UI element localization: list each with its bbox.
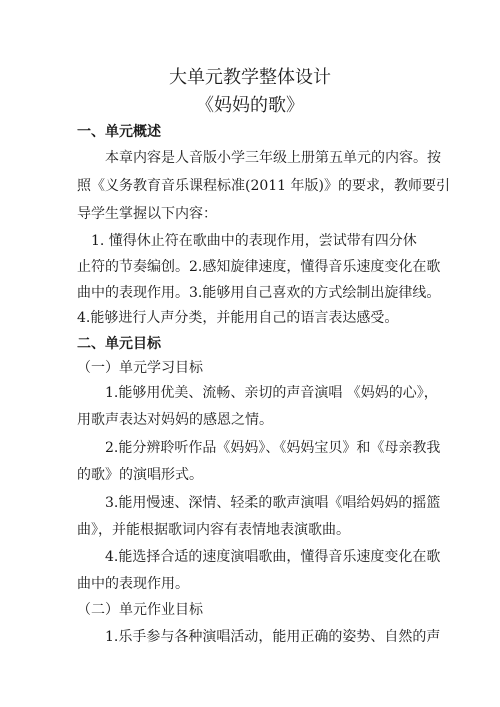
paragraph-line: 止符的节奏编创。2.感知旋律速度，懂得音乐速度变化在歌 <box>77 259 441 275</box>
paragraph-line: 4.能够进行人声分类，并能用自己的语言表达感受。 <box>77 310 399 326</box>
paragraph-line: 导学生掌握以下内容： <box>77 206 217 222</box>
paragraph-line: 曲中的表现作用。3.能够用自己喜欢的方式绘制出旋律线。 <box>77 285 441 301</box>
subsection-heading-homework-goals: （二）单元作业目标 <box>77 602 203 618</box>
subsection-heading-learning-goals: （一）单元学习目标 <box>77 360 203 376</box>
paragraph-line: 用歌声表达对妈妈的感恩之情。 <box>77 412 273 428</box>
paragraph-line: 1.乐手参与各种演唱活动，能用正确的姿势、自然的声 <box>105 629 441 645</box>
paragraph-line: 曲》，并能根据歌词内容有表情地表演歌曲。 <box>77 522 350 538</box>
paragraph-line: 的歌》的演唱形式。 <box>77 467 203 483</box>
paragraph-line: 3.能用慢速、深情、轻柔的歌声演唱《唱给妈妈的摇篮 <box>105 495 441 511</box>
paragraph-line: 照《义务教育音乐课程标准(2011 年版)》的要求，教师要引 <box>77 178 451 194</box>
document-title: 大单元教学整体设计 <box>169 67 331 88</box>
document-subtitle: 《妈妈的歌》 <box>196 95 304 116</box>
paragraph-line: 曲中的表现作用。 <box>77 576 189 592</box>
paragraph-line: 1. 懂得休止符在歌曲中的表现作用，尝试带有四分休 <box>91 233 417 249</box>
section-heading-overview: 一、单元概述 <box>77 124 161 140</box>
paragraph-line: 1.能够用优美、流畅、亲切的声音演唱 《妈妈的心》， <box>105 385 438 401</box>
paragraph-line: 4.能选择合适的速度演唱歌曲，懂得音乐速度变化在歌 <box>105 549 441 565</box>
section-heading-goals: 二、单元目标 <box>77 336 161 352</box>
paragraph-line: 本章内容是人音版小学三年级上册第五单元的内容。按 <box>105 150 441 166</box>
paragraph-line: 2.能分辨聆听作品《妈妈》、《妈妈宝贝》和《母亲教我 <box>105 440 441 456</box>
